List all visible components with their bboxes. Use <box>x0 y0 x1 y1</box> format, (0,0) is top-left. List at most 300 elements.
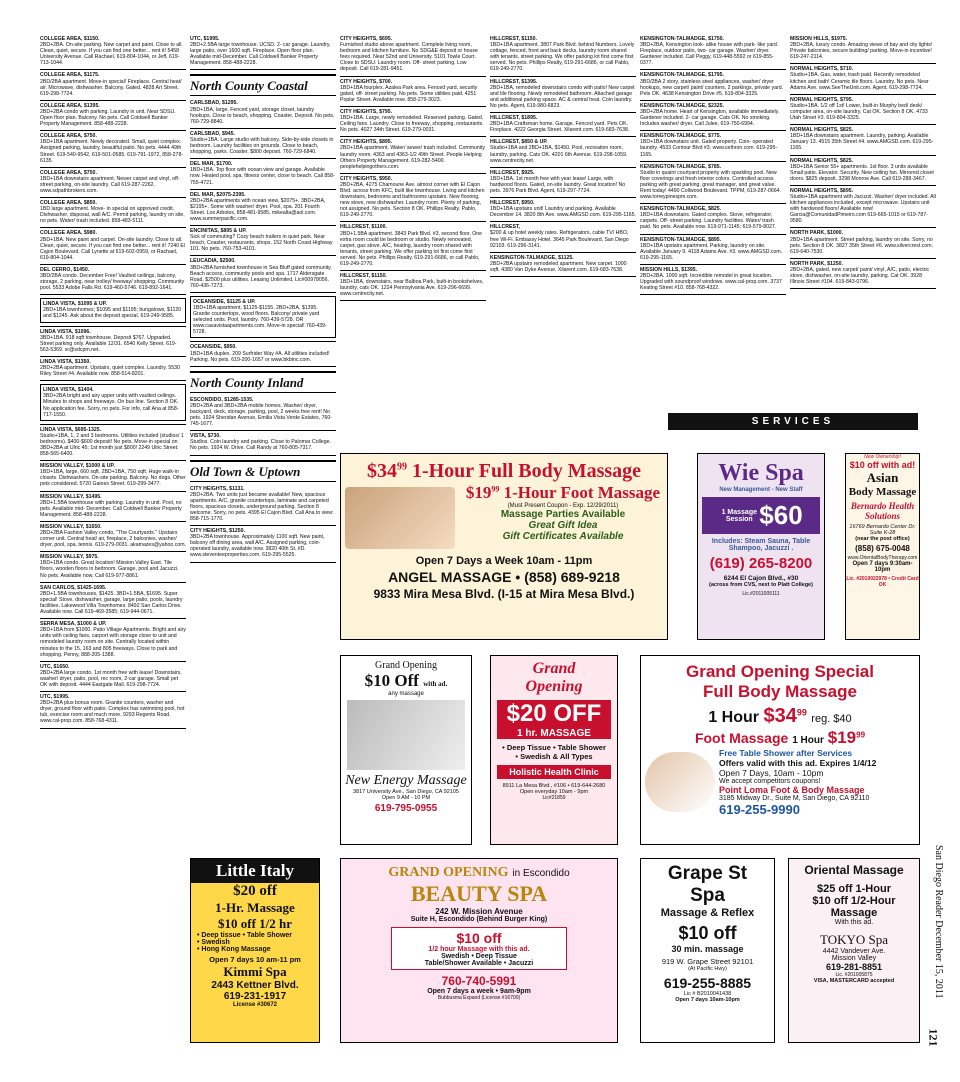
section-heading: Old Town & Uptown <box>190 460 336 482</box>
listing-heading: DEL MAR, $1700. <box>190 161 233 168</box>
listing-heading: KENSINGTON-TALMADGE, $775. <box>640 133 722 140</box>
hours: Open 7 Days, 10am - 10pm <box>719 768 824 778</box>
discount-note: 1/2 hour Massage with this ad. <box>428 946 530 953</box>
divider <box>490 221 636 222</box>
service-1: • Deep tissue • Table Shower <box>197 932 293 939</box>
divider <box>640 294 786 295</box>
foot-cents: 99 <box>491 484 500 494</box>
listing-item <box>340 79 486 103</box>
price: $34 <box>763 705 797 727</box>
listing-text: 2BD+1BA townhomes; $1095 and $1195; bungalows, $1120 and $1245. Ask about the deposit special. 619-249-9585. <box>43 307 182 320</box>
ad-tokyo-spa <box>788 858 920 1043</box>
management-line: New Management - New Staff <box>719 487 803 493</box>
listing-item <box>490 115 636 133</box>
listing-heading: HILLCREST, $1100. <box>340 224 387 231</box>
listing-text: 1BD+1BA, downstairs, near Balboa Park, built-in bookshelves, laundry, cats OK. 1224 Pennsylvania Ave. 619-296-6699. www.centrecity.net. <box>340 279 484 298</box>
address: 3185 Midway Dr., Suite M, San Diego, CA 92110 <box>719 795 870 802</box>
listing-heading: CARLSBAD, $1295. <box>190 100 238 107</box>
discount: $10 off <box>678 923 737 943</box>
listing-heading: OCEANSIDE, $950. <box>190 344 237 351</box>
listing-text: 1BD+1BA condo. Great location! Mission Valley East. Tile floors, wooden floors in bedroom. Garage, pool and Jacuzzi. No pets. Available now. Call 619-977-8861. <box>40 560 179 579</box>
listing-text: 1BD+1BA downstairs unit. Gated property. Coin- operated laundry. 4533 Contour Blvd #3. www.cethron.com. 619-295-1165. <box>640 139 778 158</box>
divider <box>190 69 336 70</box>
divider <box>40 294 186 295</box>
listing-heading: LINDA VISTA, $695-1325. <box>40 426 102 433</box>
ad-grape-st-spa <box>640 858 775 1043</box>
phone: 619-231-1917 <box>223 991 287 1002</box>
listing-text: 1BD+1BA downstairs apartment. Newer carpet and vinyl, off- street parking, on-site laundry. Call 619-287-2262. www.sdpathbrokers.com. <box>40 175 180 194</box>
listing-text: 2BD+1.5BA apartment. 3843 Park Blvd. #3, second floor. One extra room could be bedroom or studio. Newly renovated, carpet, gas stove. A/C, heating, laundry room shared with tenants, street parking. We offer parking lot first come first served. No pets. Phillips Realty, 619-291-6686, or call Pablo, 619-249-2770. <box>340 230 483 267</box>
listing-heading: SERRA MESA, $1000 & UP. <box>40 621 107 628</box>
ad-angel-massage: $\$34^{99}$ 1-Hour Full Body Massage $\$19^{99}$ 1-Hour Foot Massage (Must Present Coupon - Exp. 12/29/2011) Massage Parties Available Great Gift Idea Gift Certificates Available Open 7 Days a Week 10am - 11pm ANGEL MASSAGE • (858) 689-9218 9833 Mira Mesa Blvd. (I-15 at Mira Mesa Blvd.) <box>340 453 668 640</box>
listing-text: 2BD+2BA apartments with ocean view, $2075+. 3BD+2BA, $2195+. Some with washer/ dryer. Pool, spa. 201 Fourth Street. Los Arboles, 858-481-9585. mikealta@aol.com. www.summerpacific.com. <box>190 197 326 222</box>
business-name: Holistic Health Clinic <box>497 765 611 779</box>
listing-item <box>190 528 336 558</box>
listing-item <box>640 206 786 230</box>
title: Little Italy <box>191 859 319 883</box>
divider <box>190 255 336 256</box>
free-shower: Free Table Shower after Services <box>719 748 853 758</box>
listing-text: 1BD+1BA fourplex. Azalea Park area. Fenced yard, security gated, off- street parking. No pets. Some utilities paid. 4251 Poplar Street. Available now. 858-279-3023. <box>340 84 478 103</box>
listing-item <box>40 585 186 615</box>
listing-heading: HILLCREST, $925. <box>490 169 535 176</box>
publication-line: San Diego Reader December 15, 2011 <box>933 845 944 999</box>
listing-item <box>190 131 336 155</box>
listing-item <box>190 228 336 252</box>
listing-text: 2BD+2BA condo with parking. Laundry in unit. Near SDSU. Open floor plan. Balcony. No pets. Call Coldwell Banker Property Management. 858-488-2228. <box>40 108 176 128</box>
listing-text: Studio+1BA apartment with Jacuzzi. Washer/ dryer included. All kitchen appliances included, except microwave. Upstairs unit with hardwood floors! Available now! Garcia@ComunidadPimeiro.com 619-665-1015 or 619-787-9580. <box>790 193 936 225</box>
divider <box>40 661 186 662</box>
listing-item <box>40 298 186 322</box>
business-name: ANGEL MASSAGE <box>388 569 512 585</box>
ad-title: 1-Hour Full Body Massage <box>411 460 642 482</box>
listing-item <box>40 359 186 377</box>
listing-heading: LINDA VISTA, $1095 & UP. <box>43 301 107 308</box>
listing-text: Studios. Coin laundry and parking. Close to Palomar College. No pets. 1924 W. Drive. Call Randy at 760-805-7317. <box>190 439 332 452</box>
grand: Grand <box>532 660 576 677</box>
listing-text: 2BD+1BA, large. Fenced yard, storage closet, laundry hookups. Close to beach, shopping. Coaster. Deposit. No pets. 760-729-8840. <box>190 106 335 125</box>
discount: $20 OFF <box>497 700 611 728</box>
price-cents: 99 <box>796 707 807 718</box>
listing-item <box>40 36 186 66</box>
business-name: New Energy Massage <box>345 773 467 788</box>
title-line-2: Full Body Massage <box>703 682 857 701</box>
phone: (858) 675-0048 <box>855 544 910 553</box>
listing-heading: CITY HEIGHTS, $695. <box>340 36 393 42</box>
running-footer <box>922 845 952 1045</box>
listing-heading: LINDA VISTA, $1096. <box>40 328 91 335</box>
listing-heading: VISTA, $730. <box>190 433 221 440</box>
listing-heading: LEUCADIA, $2500. <box>190 258 236 265</box>
listing-text: 2BD+2.5BA large townhouse. UCSD. 2- car garage. Laundry, large patio, over 1600 sqft. Fireplace. Open floor plan. Available mid-December. Call Coldwell Banker Property Management. 858-488-2228. <box>190 42 331 67</box>
listing-item <box>790 36 936 60</box>
listing-heading: COLLEGE AREA, $980. <box>40 230 97 237</box>
listing-item <box>490 255 636 273</box>
listing-item <box>340 36 486 73</box>
divider <box>790 288 936 289</box>
listing-text: 1BD+1BA, large, 660 sqft. 2BD+1BA, 750 sqft. Huge walk-in closets. Dishwashers. On-site parking. Balcony. No dogs. Other pets considered. 5720 Gaines Street. 619-299-3477. <box>40 469 186 488</box>
near-line: (At Pacific Hwy) <box>688 966 727 972</box>
listing-heading: UTC, $1650. <box>40 663 70 670</box>
divider <box>40 100 186 101</box>
ownership-badge: New Ownership! <box>864 454 901 460</box>
divider <box>640 100 786 101</box>
business-name: Wie Spa <box>718 460 804 486</box>
hours: Open 7 days 10am-10pm <box>675 997 740 1003</box>
divider <box>190 292 336 293</box>
listing-heading: DEL CERRO, $1450. <box>40 266 90 273</box>
divider <box>190 158 336 159</box>
listing-heading: OCEANSIDE, $1125 & UP. <box>193 298 256 305</box>
address: 6244 El Cajon Blvd., #30 <box>723 575 799 582</box>
listing-text: 2BD+1BA. New paint and carpet. On-site laundry. Close to all. Clean, quiet, secure. If you can find one better... rent it! 7240 El Cajon Boulevard. Call Lynette at 619-602-0959, or Rachael, 619-804-1044. <box>40 236 186 261</box>
service-3: • Hong Kong Massage <box>197 946 271 953</box>
listing-text: Studio+1BA, 1, 2 and 3 bedrooms. Utilities included (studios/ 1 bedrooms). $400-$600 deposit! No pets. Move-in special on 3BD+2BA at Ulric 45; 1st month just $800! 2249 Ulric Street. 858-565-6400. <box>40 432 184 458</box>
listing-text: 3BD+2BA, Kensington look- alike house with park- like yard. Fireplace, outdoor patio, two- car garage. Washer/ dryer. Gardener included. Call Peggy, 619-448-5592 or 619-855-0377. <box>640 42 779 67</box>
listing-column <box>640 36 786 404</box>
listing-item <box>190 344 336 362</box>
spa-photo <box>347 700 465 770</box>
listing-item <box>790 66 936 90</box>
price-cents: 99 <box>396 461 407 473</box>
divider <box>790 185 936 186</box>
opening: Opening <box>525 678 583 695</box>
listing-item <box>40 494 186 518</box>
listing-heading: CARLSBAD, $945. <box>190 130 235 137</box>
listing-item <box>190 100 336 124</box>
listing-text: Studio in quaint courtyard property with sparkling pool. New floor coverings and fresh interior colors. Controlled access parking with great parking, great manager, and great value. Rent today! 4490 Collwood Boulevard. TPPM, 619-287-0664. www.torreypinespm.com. <box>640 169 781 201</box>
listing-text: 2BD+2BA. 1000 sqft. Incredible remodel in great location. Upgraded with soundproof windows. www.cal-prop.com. 3737 Keating Street #10. 858-768-4322. <box>640 273 782 292</box>
listing-item <box>490 170 636 194</box>
listing-heading: KENSINGTON-TALMADGE, $895. <box>640 236 722 243</box>
address: 4442 Vandever Ave. <box>822 948 886 955</box>
divider <box>40 551 186 552</box>
title-line-1: Asian <box>866 470 899 485</box>
phone: 619-255-8885 <box>663 975 752 991</box>
divider <box>40 227 186 228</box>
divider <box>40 264 186 265</box>
listing-heading: COLLEGE AREA, $750. <box>40 169 97 176</box>
listing-text: 1BD large apartment. Move- in special on approved credit. Dishwasher, disposal, wall A/C. Permit parking, laundry on site, no pets. Water/ trash included. 858-483-5111. <box>40 206 185 225</box>
listing-text: 3BD+1BA. 918 sqft townhouse. Deposit $767. Upgraded. Street parking only. Available 12/31. 6540 Kelly Street. 619-563-5369. sr@sdcpm.net. <box>40 334 177 353</box>
listing-text: Furnished studio above apartment. Complete living room, bedroom and kitchen furniture. No SDG&E deposit or house fees required. Near 52nd and University. 5101 Towle Court. Close to SDSU. Laundry room. Off- street parking. Low deposit. Call 619-281-9451. <box>340 42 478 73</box>
listing-heading: CITY HEIGHTS, $895. <box>340 139 393 146</box>
listing-heading: KENSINGTON-TALMADGE, $1125. <box>490 254 574 261</box>
listing-text: Studio+1BA. 1/2 off 1st! Lower, built-in Murphy bed/ desk/ computer area, on-site laundry. Cat OK. Section 8 OK. 4733 Utah Street #3. 619-804-3325. <box>790 102 928 122</box>
listing-text: 2BD+1BA apartment. Water/ sewer/ trash included. Community laundry room. 4363 and 4363-1/2 49th Street. People Helping Others Property Management. 619-282-5400. peoplehelpingothers.com. <box>340 145 485 170</box>
listing-heading: NORTH PARK, $1000. <box>790 230 843 237</box>
grand-opening: Grand Opening <box>375 660 437 671</box>
divider <box>190 366 336 367</box>
listing-text: 2BD+1BA Craftsman home. Garage. Fenced yard. Pets OK. Fireplace. 4222 Georgia Street. Xilarent.com. 619-683-7638. <box>490 121 630 134</box>
listing-text: 2BD+2BA, luxury condo. Amazing views of bay and city lights! Private balconies, secure building/ parking. Move-in incentive! 619-247-2114. <box>790 42 933 61</box>
listing-heading: SAN CARLOS, $1425-1695. <box>40 584 107 591</box>
listing-item <box>640 133 786 157</box>
divider <box>340 136 486 137</box>
listing-text: 2BD+2BA, 4275 Chamoune Ave. almost corner with El Cajon Blvd. across from KFC, built like townhouse. Living and kitchen downstairs, bedrooms and bathrooms upstairs. New flooring, new stove, new dishwasher. Laundry room. Plenty of parking, not assigned. No pets. Section 8 OK. Phillips Realty. Pablo, 619-249-2770. <box>340 181 485 219</box>
listing-item <box>790 127 936 151</box>
divider <box>340 221 486 222</box>
listing-item <box>640 72 786 96</box>
address: 2443 Kettner Blvd. <box>211 980 299 991</box>
listing-text: 1BD+1BA upstairs apartment. Parking, laundry on site. Available January 9. 4118 Adams Ave. #3. www.AMGSD.com. 619-295-1165. <box>640 242 783 261</box>
listing-heading: HILLCREST, $1895. <box>490 115 538 122</box>
license: Bubbusma Expand (License #16700) <box>437 995 521 1001</box>
listing-text: 2BD+2BA plus bonus room. Granite counters, washer and dryer, ground floor with patio. Complex has swimming pool, hot tub, exercise room and much more. 9293 Regents Road. www.cal-prop.com. 858-768-4311. <box>40 700 185 725</box>
license: Lic.#2011005111 <box>742 591 780 597</box>
listing-heading: LINDA VISTA, $1404. <box>43 387 94 394</box>
listing-item <box>40 427 186 457</box>
coupon-note: (Must Present Coupon - Exp. 12/29/2011) <box>507 503 619 509</box>
divider <box>40 380 186 381</box>
discount-sub: 1-Hr. Massage <box>215 900 295 915</box>
listing-item <box>40 329 186 353</box>
listing-heading: NORMAL HEIGHTS, $825. <box>790 157 854 164</box>
listing-text: $200 & up hotel weekly rates. Refrigerators, cable TV/ HBO, free Wi-Fi. Embassy Hotel. 3645 Park Boulevard, San Diego 92103. 619-296-3141. <box>490 230 629 249</box>
phone: 619-255-9990 <box>719 802 800 817</box>
ad-holistic-health <box>490 655 618 845</box>
discount: $10 Off <box>364 671 419 690</box>
listing-text: 3BD/2BA 2 story, stainless steel appliances, washer/ dryer hookups, new carpet/ paint/ counters, 2 parkings, private yard. Pets OK. 4638 Kensington Drive #5. 619-804-3325. <box>640 78 784 97</box>
divider <box>340 300 486 301</box>
listing-heading: CITY HEIGHTS, $950. <box>340 175 393 182</box>
listing-text: 3BD+2BA townhouse. Approximately 1100 sqft. New paint, balcony off dining area, wall A/C. Assigned parking, coin-operated laundry, available now. 3820 40th St. #D. www.steventeeproperties.com. 619-295-5525. <box>190 534 325 559</box>
listing-item <box>40 133 186 163</box>
listing-text: 2BD+2BA and 3BD+2BA mobile homes. Washer/ dryer, backyard, deck, storage, parking, pool, 2 weeks free rent! No pets. 1924 Sheridan Avenue, Emilia Vista Verde Estates, 760-745-1677. <box>190 402 332 428</box>
title-line-1: Grand Opening Special <box>686 662 874 681</box>
divider <box>490 252 636 253</box>
listing-text: 2BD+2BA. Two units just became available! New, spacious apartments. A/C, granite countertops, laminate and carpeted floors, spacious closets, underground parking. Section 8 welcome. Sorry, no pets. 4395 El Cajon Blvd. Call Ana to view: 858-715-1770. <box>190 491 334 522</box>
divider <box>190 525 336 526</box>
price: $34 <box>366 460 397 482</box>
foot-price: $19 <box>827 728 857 747</box>
listing-item <box>40 230 186 260</box>
divider <box>790 227 936 228</box>
listing-item <box>40 554 186 578</box>
services-1: • Deep Tissue • Table Shower <box>502 743 606 752</box>
foot-price: $19 <box>465 483 492 502</box>
validity: Offers valid with this ad. Expires 1/4/12 <box>719 758 877 768</box>
divider <box>40 582 186 583</box>
divider <box>190 225 336 226</box>
divider <box>490 136 636 137</box>
listing-item <box>340 273 486 297</box>
address: 16769 Bernardo Center Dr. Suite K-28 <box>849 524 916 536</box>
listing-text: 3BD+2BA home. Heart of Kensington, available immediately. Gardener included. 2- car garage. Cats OK. No smoking. Includes washer/ dryer. Call Julee, 619-750-6994. <box>640 108 780 128</box>
listing-item <box>790 158 936 182</box>
listing-item <box>340 224 486 267</box>
title: Oriental Massage <box>804 863 904 877</box>
divider <box>340 76 486 77</box>
listing-item <box>490 36 636 73</box>
listing-item <box>40 103 186 127</box>
ad-beauty-spa <box>340 858 618 1043</box>
divider <box>40 326 186 327</box>
listing-heading: NORTH PARK, $1250. <box>790 260 843 267</box>
discount-2: $10 off 1/2 hr <box>217 916 293 931</box>
title-line-3: Massage & Reflex <box>660 907 755 919</box>
hours: Open 7 days 9:30am-10pm <box>852 561 913 573</box>
any-massage: any massage <box>388 691 424 697</box>
services-2: Table/Shower Available • Jacuzzi <box>424 960 534 967</box>
hours: Open 7 days a week • 9am-9pm <box>427 988 531 995</box>
hours: Open 9 AM - 10 PM <box>381 795 431 801</box>
listing-text: 2BD+2BA large condo. 1st month free with lease! Downstairs, washer/ dryer, patio, pool, rec room, 2-car garage. Small pet OK with deposit. 4444 Eastgate Mall. 619-298-7724. <box>40 669 182 688</box>
listing-item <box>640 267 786 291</box>
hours: Open 7 Days a Week 10am - 11pm <box>415 555 593 567</box>
discount: $20 off <box>233 883 277 899</box>
listing-text: 1BD+1BA duplex. 209 Surfrider Way #A. All utilities included! Parking. No pets. 619-200-1657 or www.bkbinc.com. <box>190 350 330 363</box>
license: Lic. #2010022978 • Credit Card OK <box>846 576 919 588</box>
listing-item <box>190 36 336 66</box>
listing-item <box>790 188 936 225</box>
listing-text: 1BD+1BA. Large, newly remodeled. Reserved parking. Gated. Ceiling fans. Laundry. Close to freeway, shopping, restaurants. No pets. 4027 34th Street. 619-279-0031. <box>340 115 484 134</box>
listing-heading: COLLEGE AREA, $750. <box>40 133 97 140</box>
foot-title: 1-Hour Foot Massage <box>503 483 661 502</box>
spa-photo <box>645 752 715 812</box>
listing-heading: MISSION VALLEY, $1650. <box>40 523 102 530</box>
listing-item <box>340 109 486 133</box>
listing-item <box>190 486 336 523</box>
services-1: Swedish • Deep Tissue <box>441 953 517 960</box>
address: 3817 University Ave., San Diego, CA 92105 <box>353 789 459 795</box>
listing-text: 1BD+1BA apartment, $1125-$1155. 2BD+2BA, $1395. Granite countertops, wood floors. Balcony/ private yard selected units. Pool, laundry. 760-439-5728. OR www.casavistaapartments.com. Move-in special! 760-439-5728. <box>193 305 327 336</box>
discount-sub: 1 hr. MASSAGE <box>497 728 611 739</box>
divider <box>490 167 636 168</box>
includes-line: Includes: Steam Sauna, Table Shampoo, Jacuzzi . <box>711 538 811 552</box>
gift-line: Great Gift Idea <box>528 520 598 531</box>
divider <box>40 356 186 357</box>
listing-item <box>640 103 786 127</box>
phone: 760-740-5991 <box>441 974 517 988</box>
listing-item <box>190 433 336 451</box>
location-line: in Escondido <box>512 868 570 879</box>
listing-heading: KENSINGTON-TALMADGE, $1750. <box>640 36 724 42</box>
listing-text: 2BD+1.5BA townhouse with parking. Laundry in unit. Pool, no pets. Available mid- December. Call Coldwell Banker Property Management. 858-488-2228. <box>40 499 182 518</box>
listing-heading: MISSION HILLS, $1395. <box>640 266 698 273</box>
grand-opening: GRAND OPENING <box>388 865 509 880</box>
ad-kimmi-spa <box>190 858 320 1043</box>
divider <box>640 69 786 70</box>
divider <box>40 618 186 619</box>
foot-cents: 99 <box>856 730 866 740</box>
ad-asian-body-massage <box>845 453 920 640</box>
divider <box>790 94 936 95</box>
address: 8911 La Mesa Blvd., #106 • 619-644-2680 <box>502 783 606 789</box>
listing-heading: UTC, $1995. <box>40 694 70 701</box>
business-name: TOKYO Spa <box>819 932 888 947</box>
listing-heading: KENSINGTON-TALMADGE, $825. <box>640 206 722 213</box>
listing-heading: CITY HEIGHTS, $795. <box>340 108 393 115</box>
foot-label: Foot Massage <box>694 730 789 746</box>
listing-heading: HILLCREST, $850 & UP. <box>490 139 548 146</box>
cross-streets: (across from CVS, next to Platt College) <box>709 582 813 588</box>
spa-photo <box>345 487 455 549</box>
page-number: 121 <box>926 1028 941 1047</box>
listing-heading: MISSION VALLEY, $975. <box>40 554 99 561</box>
divider <box>790 155 936 156</box>
divider <box>790 258 936 259</box>
divider <box>40 521 186 522</box>
listing-heading: NORMAL HEIGHTS, $710. <box>790 66 854 73</box>
divider <box>640 234 786 235</box>
listing-heading: NORMAL HEIGHTS, $895. <box>790 187 854 194</box>
listing-text: 3BD+2BA furnished townhouse in Sea Bluff gated community. Beach access, community pools and spa. 1717 Aldersgate Road. $2500 plus utilities. Leasing Unlimited, Lic#00978056. 760-436-7273. <box>190 264 332 289</box>
listing-item <box>40 72 186 96</box>
listing-heading: DEL MAR, $2075-2395. <box>190 191 246 198</box>
listing-heading: HILLCREST, $1395. <box>490 78 538 85</box>
listing-text: Sick of commuting? Cozy beach trailers in quiet park. Near beach, Coaster, restaurants, shops. 152 North Coast Highway 101. No pets. 760-753-4101. <box>190 234 333 253</box>
listing-text: 2BD+2BA. On-site parking. New carpet and paint. Close to all. Clean, quiet, secure. If you can find one better... rent it! 5458 University Avenue. Call Rachael, 619-804-1044, or Jeff, 619-713-1044. <box>40 42 183 67</box>
section-heading: North County Inland <box>190 371 336 393</box>
hours: Open 7 days 10 am-11 pm <box>209 955 301 964</box>
price: $60 <box>759 500 803 530</box>
divider <box>190 562 336 563</box>
divider <box>490 197 636 198</box>
ad-wie-spa <box>697 453 825 640</box>
license: Lic. #201005875 <box>835 972 873 978</box>
listing-item <box>40 200 186 224</box>
divider <box>40 130 186 131</box>
listing-item <box>790 97 936 121</box>
listing-heading: COLLEGE AREA, $1175. <box>40 72 100 79</box>
competitor-coupons: We accept competitors coupons! <box>719 778 821 785</box>
area: Mission Valley <box>831 955 877 962</box>
divider <box>340 173 486 174</box>
listing-item <box>790 230 936 254</box>
parties-line: Massage Parties Available <box>500 509 626 520</box>
ad-point-loma-massage <box>640 655 920 845</box>
divider <box>790 63 936 64</box>
listing-text: 1BD+1BA apartment. 3807 Park Blvd. behind Numbers. Lovely cottage, fenced, front and back decks, laundry room shared with tenants, street parking. We offer parking lot first come first served. No pets. Phillips Realty, 619-291-6686, or call Pablo, 619-249-2770. <box>490 42 635 73</box>
hour-label: 1 Hour <box>708 709 759 726</box>
business-name: Point Loma Foot & Body Massage <box>719 785 865 795</box>
listing-text: 1BD+1BA Senior 55+ apartments. 1st floor. 3 units available Small patio. Elevator. Security. New ceiling fan. Mirrored closet doors. $825 deposit. 3298 Monroe Ave. Call 619-288-3467. <box>790 163 934 182</box>
license: Lic#21859 <box>542 795 566 801</box>
divider <box>190 189 336 190</box>
divider <box>40 491 186 492</box>
listing-heading: CITY HEIGHTS, $1131. <box>190 485 245 492</box>
offer-1: $25 off 1-Hour <box>817 883 891 895</box>
brand: Bernardo Health Solutions <box>850 501 915 521</box>
divider <box>40 460 186 461</box>
services-2: • Swedish & All Types <box>515 752 593 761</box>
phone: 619-281-8851 <box>825 962 883 972</box>
divider <box>190 430 336 431</box>
listing-text: 2BD+1BA apartment. Street parking, laundry on site. Sorry, no pets. Section 8 OK. 3827 35th Street #6. www.silvercrest.com. 619-640-7530. <box>790 236 934 255</box>
service-2: • Swedish <box>197 939 230 946</box>
listing-text: 2BD+1BA, remodeled downstairs condo with patio! New carpet and tile flooring. Newly remodeled bathroom. Attached garage and additional parking space. AC & central heat. Coin laundry. No pets. Agent, 619-980-6823. <box>490 84 635 109</box>
listing-text: 1BD+1BA apartment. Newly decorated. Small, quiet complex. Assigned parking, laundry, beautiful patio. No pets. 4444 49th Street. 619-540-9542, 619-501-0585. 619-791-1972, 858-278-6135. <box>40 139 184 164</box>
address: 919 W. Grape Street 92101 <box>661 957 754 966</box>
listing-item <box>640 164 786 201</box>
listing-item <box>490 200 636 218</box>
address: 9833 Mira Mesa Blvd. (I-15 at Mira Mesa Blvd.) <box>373 587 635 601</box>
listing-column <box>790 36 936 404</box>
listing-heading: CITY HEIGHTS, $700. <box>340 78 393 85</box>
listing-item <box>640 36 786 66</box>
listing-text: 1BD+1BA. Top floor with ocean view and garage. Available now. Heated pool, spa, fitness center, close to beach. Call 858-755-4721. <box>190 167 335 186</box>
divider <box>640 264 786 265</box>
listing-item <box>340 176 486 219</box>
title-line-2: Body Massage <box>848 486 917 498</box>
services-header: SERVICES <box>668 413 918 430</box>
divider <box>40 728 186 729</box>
ad-new-energy-massage <box>340 655 472 845</box>
listing-heading: MISSION VALLEY, $1000 & UP. <box>40 463 115 470</box>
listing-heading: NORMAL HEIGHTS, $825. <box>790 127 854 134</box>
listing-text: 2BD+2BA upstairs remodeled apartment. New carpet. 1000 sqft. 4380 Van Dyke Avenue. Xilarent.com. 619-683-7638. <box>490 260 627 273</box>
